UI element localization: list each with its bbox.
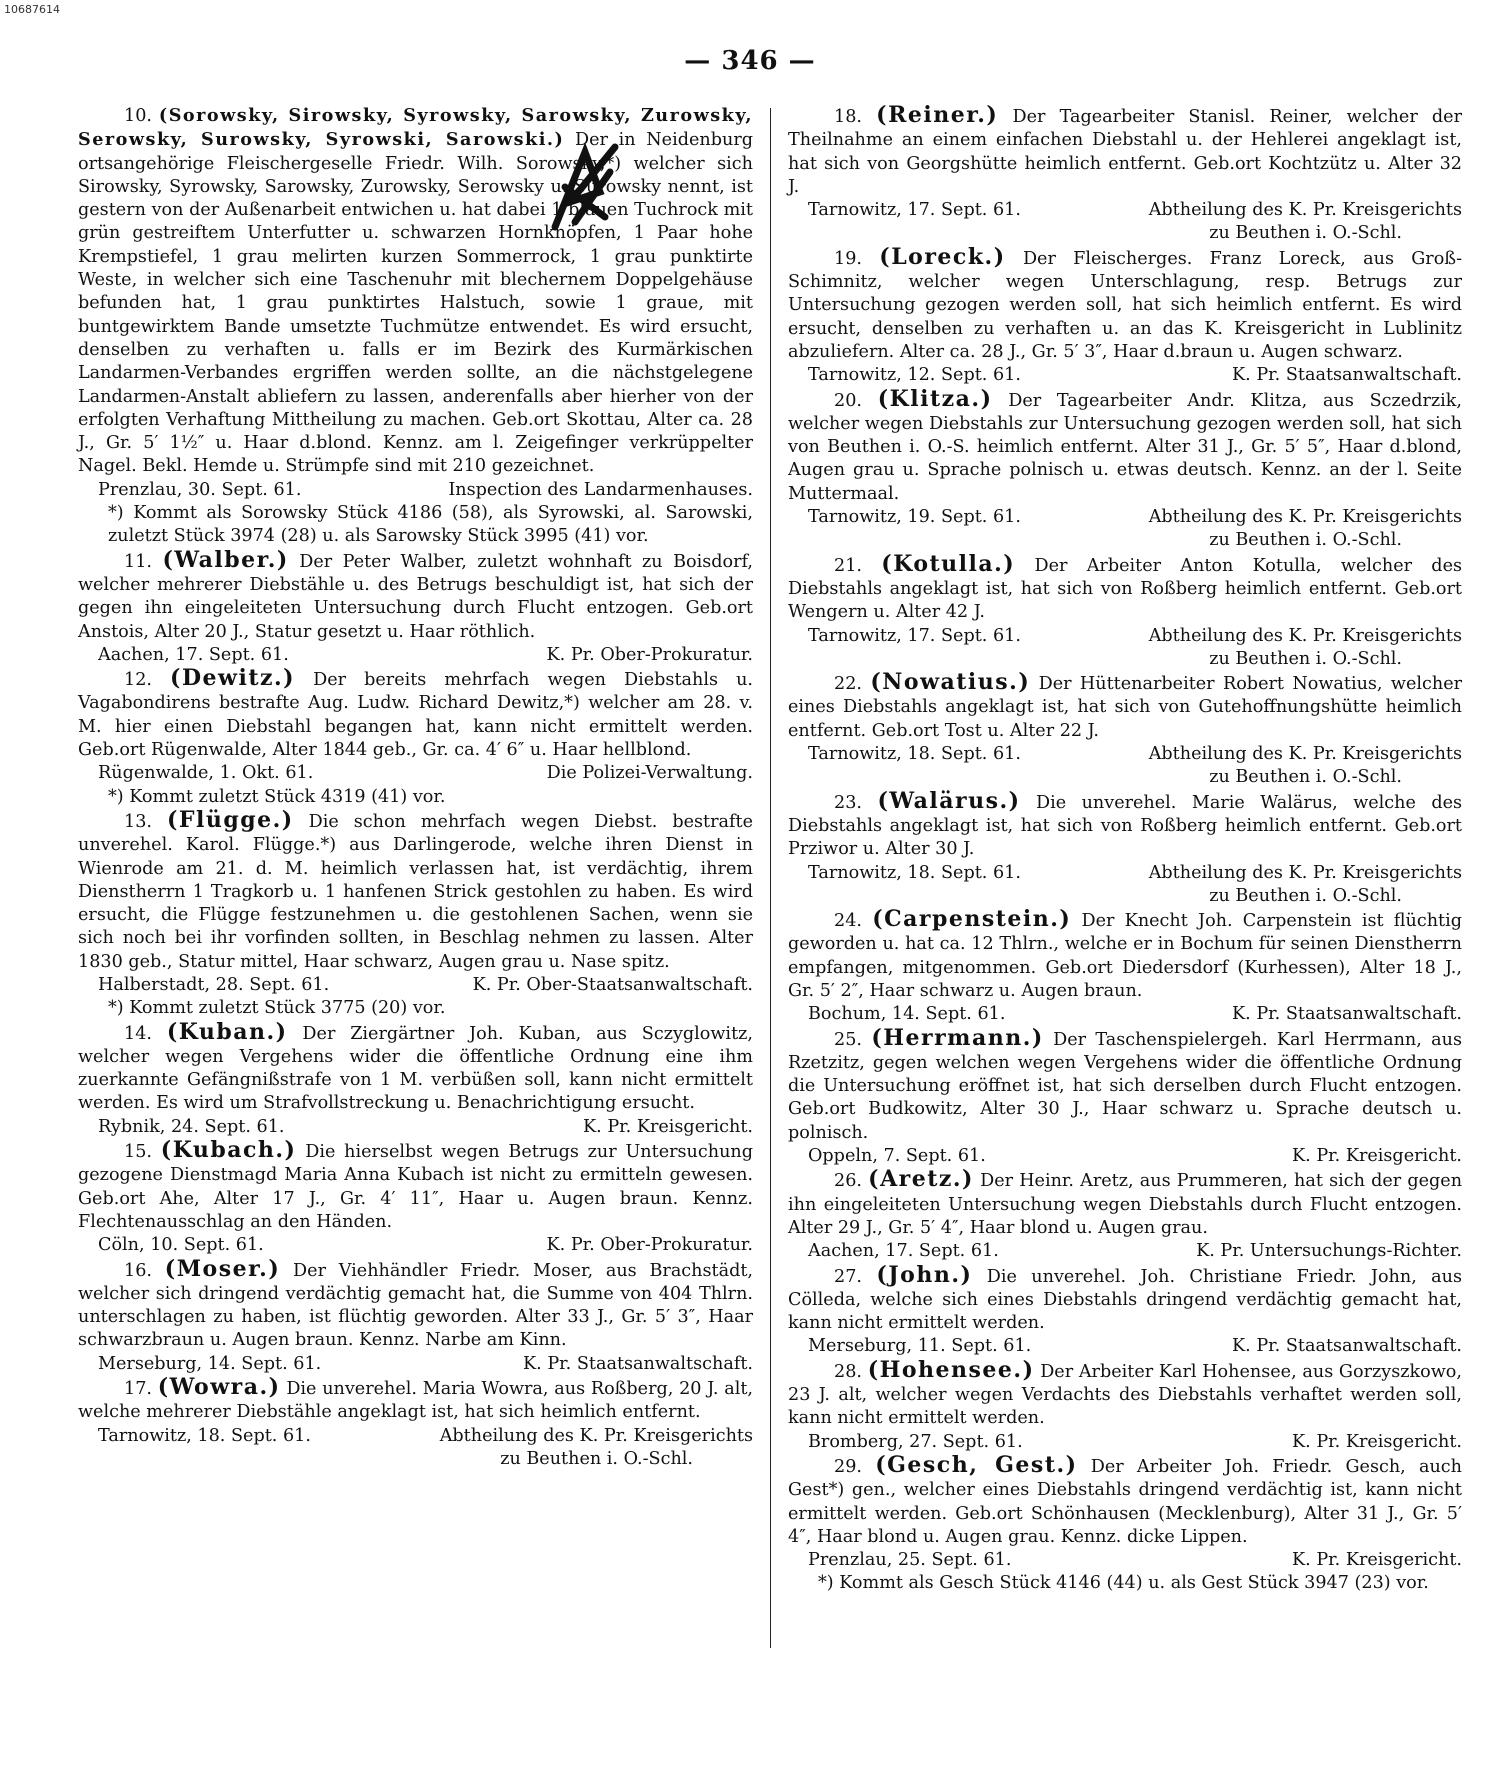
notice-number: 20.	[834, 390, 862, 411]
notice-number: 25.	[834, 1029, 862, 1050]
notice-text: Die unverehel. Maria Wowra, aus Roßberg, 20 J. alt, welche mehrerer Diebstähle angeklagt ist, hat sich heimlich entfernt.	[78, 1379, 753, 1423]
notice-body	[78, 104, 753, 479]
notice-number: 28.	[834, 1361, 862, 1382]
notice-text: Der Knecht Joh. Carpenstein ist flüchtig geworden u. hat ca. 12 Thlrn., welche er in Bochum für seinen Dienstherrn empfangen, mitgenommen. Geb.ort Diedersdorf (Kurhessen), Alter 18 J., Gr. 5′ 2″, Haar schwarz u. Augen braun.	[788, 911, 1463, 1001]
notice-entry	[78, 546, 754, 667]
notice-signature	[78, 1353, 753, 1376]
right-column	[788, 104, 1462, 1596]
notice-place-date: Prenzlau, 30. Sept. 61.	[98, 479, 302, 500]
notice-signature	[788, 364, 1462, 387]
notice-entry	[78, 1139, 753, 1257]
notice-name: (Reiner.)	[876, 102, 999, 128]
notice-authority: K. Pr. Kreisgericht.	[582, 1116, 753, 1137]
notice-body	[788, 787, 1463, 862]
notice-number: 21.	[834, 555, 862, 576]
notice-entry	[788, 243, 1463, 388]
notice-entry	[788, 787, 1463, 908]
notice-place-date: Oppeln, 7. Sept. 61.	[808, 1146, 986, 1167]
notice-place-date: Merseburg, 11. Sept. 61.	[808, 1336, 1032, 1357]
notice-name: (Moser.)	[164, 1255, 281, 1282]
left-column	[78, 104, 753, 1471]
notice-place-date: Tarnowitz, 17. Sept. 61.	[808, 625, 1021, 646]
notice-authority: K. Pr. Staatsanwaltschaft.	[523, 1353, 753, 1374]
notice-entry	[78, 1376, 753, 1471]
notice-place-date: Aachen, 17. Sept. 61.	[808, 1241, 999, 1262]
notice-number: 26.	[834, 1171, 862, 1192]
notice-body	[788, 908, 1462, 1003]
notice-body	[78, 1139, 753, 1234]
notice-signature	[788, 1335, 1462, 1358]
notice-body	[78, 667, 753, 762]
notice-body	[788, 104, 1462, 199]
notice-signature	[78, 974, 753, 997]
notice-signature	[788, 199, 1462, 222]
notice-text: Die schon mehrfach wegen Diebst. bestrafte unverehel. Karol. Flügge.*) aus Darlingerode, welche ihren Dienst in Wienrode am 21. d. M. heimlich verlassen hat, ist verdächtig, ihrem Dienstherrn 1 Tragkorb u. 1 hanfenen Strick gestohlen zu haben. Es wird ersucht, die Flügge festzunehmen u. die gestohlenen Sachen, wenn sie sich noch bei ihr vorfinden sollten, in Beschlag nehmen zu lassen. Alter 1830 geb., Statur mittel, Haar schwarz, Augen grau u. Nase spitz.	[78, 811, 754, 972]
notice-authority: Abtheilung des K. Pr. Kreisgerichts	[1148, 744, 1462, 765]
notice-entry	[788, 1261, 1463, 1359]
notice-entry	[788, 1451, 1462, 1596]
notice-text: Der Arbeiter Anton Kotulla, welcher des Diebstahls angeklagt ist, hat sich von Roßberg heimlich entfernt. Geb.ort Wengern u. Alter 42 J.	[788, 555, 1463, 623]
notice-body	[788, 671, 1462, 743]
notice-name: (Wowra.)	[157, 1374, 281, 1401]
notice-body	[78, 1018, 753, 1116]
notice-number: 15.	[124, 1142, 152, 1163]
notice-number: 12.	[124, 670, 152, 691]
notice-name: (Kotulla.)	[881, 550, 1016, 577]
notice-place-date: Merseburg, 14. Sept. 61.	[98, 1353, 322, 1374]
notice-place-date: Tarnowitz, 18. Sept. 61.	[808, 744, 1021, 765]
notice-authority: K. Pr. Ober-Staatsanwaltschaft.	[472, 974, 753, 995]
notice-body	[78, 1376, 753, 1425]
notice-body	[788, 385, 1463, 506]
notice-name: (Klitza.)	[877, 385, 993, 412]
notice-entry	[78, 806, 754, 1021]
notice-number: 22.	[834, 674, 862, 695]
notice-number: 19.	[834, 248, 862, 269]
notice-authority: Abtheilung des K. Pr. Kreisgerichts	[1148, 507, 1462, 528]
notice-body	[78, 806, 754, 974]
footnote: *) Kommt als Sorowsky Stück 4186 (58), als Syrowski, al. Sarowski, zuletzt Stück 3974 (28) u. als Sarowsky Stück 3995 (41) vor.	[108, 503, 753, 547]
notice-text: Der Hüttenarbeiter Robert Nowatius, welcher eines Diebstahls angeklagt ist, hat sich von Gutehoffnungshütte heimlich entfernt. Geb.ort Tost u. Alter 22 J.	[788, 674, 1463, 741]
notice-entry	[788, 104, 1462, 246]
notice-body	[78, 546, 754, 644]
notice-text: Die unverehel. Marie Walärus, welche des Diebstahls angeklagt ist, hat sich von Roßberg heimlich entfernt. Geb.ort Prziwor u. Alter 30 J.	[788, 792, 1463, 860]
notice-entry	[78, 667, 753, 809]
notice-name: (John.)	[876, 1261, 973, 1288]
notice-number: 11.	[124, 551, 152, 572]
notice-place-date: Bochum, 14. Sept. 61.	[808, 1004, 1006, 1025]
notice-number: 29.	[834, 1456, 862, 1477]
notice-signature	[78, 1234, 753, 1257]
notice-place-date: Tarnowitz, 18. Sept. 61.	[808, 862, 1021, 883]
notice-name: (Aretz.)	[868, 1166, 974, 1193]
notice-authority: K. Pr. Kreisgericht.	[1291, 1146, 1462, 1167]
notice-entry	[788, 1168, 1462, 1263]
notice-signature	[78, 479, 753, 502]
notice-authority: Abtheilung des K. Pr. Kreisgerichts	[1148, 625, 1462, 646]
notice-name: (Walärus.)	[877, 787, 1021, 814]
notice-number: 14.	[124, 1023, 152, 1044]
notice-place-date: Tarnowitz, 12. Sept. 61.	[808, 365, 1021, 386]
notice-signature	[788, 506, 1462, 529]
notice-authority: K. Pr. Staatsanwaltschaft.	[1232, 1336, 1462, 1357]
notice-number: 16.	[124, 1260, 152, 1281]
footnote: *) Kommt als Gesch Stück 4146 (44) u. als Gest Stück 3947 (23) vor.	[818, 1573, 1429, 1594]
notice-place-date: Rybnik, 24. Sept. 61.	[98, 1116, 285, 1137]
column-divider	[770, 108, 771, 1648]
notice-entry	[788, 550, 1463, 671]
notice-name: (Walber.)	[162, 546, 289, 573]
notice-place-date: Tarnowitz, 19. Sept. 61.	[808, 507, 1021, 528]
notice-name: (Loreck.)	[879, 243, 1006, 270]
notice-text: Der Heinr. Aretz, aus Prummeren, hat sich der gegen ihn eingeleiteten Untersuchung wegen Diebstahls durch Flucht entzogen. Alter 29 J., Gr. 5′ 4″, Haar blond u. Augen grau.	[788, 1171, 1463, 1238]
notice-body	[788, 243, 1463, 364]
footnote: *) Kommt zuletzt Stück 3775 (20) vor.	[108, 998, 446, 1019]
notice-text: Die unverehel. Joh. Christiane Friedr. John, aus Cölleda, welche sich eines Diebstahls dringend verdächtig gemacht hat, kann nicht ermittelt werden.	[788, 1266, 1463, 1334]
notice-text: Der Tagearbeiter Stanisl. Reiner, welcher der Theilnahme an einem einfachen Diebstahl u. der Hehlerei angeklagt ist, hat sich von Georgshütte heimlich entfernt. Geb.ort Kochtzütz u. Alter 32 J.	[788, 107, 1463, 197]
notice-entry	[788, 908, 1462, 1026]
notice-name: (Sorowsky, Sirowsky, Syrowsky, Sarowsky, Zurowsky, Serowsky, Surowsky, Syrowski, Sarowski.)	[78, 105, 753, 151]
notice-entry	[788, 385, 1463, 553]
document-id: 10687614	[4, 3, 60, 16]
notice-name: (Kuban.)	[166, 1018, 288, 1045]
notice-text: Die hierselbst wegen Betrugs zur Untersuchung gezogene Dienstmagd Maria Anna Kubach ist nicht zu ermitteln gewesen. Geb.ort Ahe, Alter 17 J., Gr. 4′ 11″, Haar u. Augen braun. Kennz. Flechtenausschlag an den Händen.	[78, 1142, 753, 1232]
notice-name: (Nowatius.)	[870, 669, 1031, 696]
notice-name: (Carpenstein.)	[872, 906, 1072, 933]
notice-signature	[788, 1145, 1462, 1168]
notice-number: 10.	[124, 106, 152, 126]
notice-text: Der Arbeiter Joh. Friedr. Gesch, auch Gest*) gen., welcher eines Diebstahls dringend verdächtig ist, kann nicht ermittelt werden. Geb.ort Schönhausen (Mecklenburg), Alter 31 J., Gr. 5′ 4″, Haar blond u. Augen grau. Kennz. dicke Lippen.	[788, 1456, 1462, 1547]
notice-authority: Inspection des Landarmenhauses.	[448, 479, 753, 500]
notice-signature	[788, 1431, 1462, 1454]
notice-entry	[788, 1024, 1463, 1169]
notice-text: Der Peter Walber, zuletzt wohnhaft zu Boisdorf, welcher mehrerer Diebstähle u. des Betrugs beschuldigt ist, hat sich der gegen ihn eingeleiteten Untersuchung durch Flucht entzogen. Geb.ort Anstois, Alter 20 J., Statur gesetzt u. Haar röthlich.	[78, 551, 754, 642]
notice-name: (Flügge.)	[166, 806, 294, 833]
page-number: — 346 —	[684, 46, 816, 76]
notice-signature	[78, 1425, 753, 1448]
notice-text: Der Viehhändler Friedr. Moser, aus Brachstädt, welcher sich dringend verdächtig gemacht hat, die Summe von 404 Thlrn. unterschlagen zu haben, ist flüchtig geworden. Alter 33 J., Gr. 5′ 3″, Haar schwarzbraun u. Augen braun. Kennz. Narbe am Kinn.	[78, 1260, 754, 1351]
notice-place-date: Tarnowitz, 17. Sept. 61.	[808, 200, 1021, 221]
notice-number: 24.	[834, 911, 862, 932]
footnote: *) Kommt zuletzt Stück 4319 (41) vor.	[108, 786, 446, 807]
notice-signature	[788, 625, 1462, 648]
notice-signature	[78, 762, 753, 785]
notice-number: 18.	[834, 107, 862, 127]
notice-text: Der Tagearbeiter Andr. Klitza, aus Sczedrzik, welcher wegen Diebstahls zur Untersuchung gezogen werden soll, hat sich von Beuthen i. O.-S. heimlich entfernt. Alter 31 J., Gr. 5′ 5″, Haar d.blond, Augen grau u. Sprache polnisch u. etwas deutsch. Kennz. an der l. Seite Muttermaal.	[788, 390, 1463, 504]
notice-name: (Gesch, Gest.)	[875, 1451, 1078, 1478]
notice-place-date: Rügenwalde, 1. Okt. 61.	[98, 763, 314, 784]
notice-authority: K. Pr. Staatsanwaltschaft.	[1232, 365, 1462, 386]
notice-signature	[788, 1003, 1462, 1026]
notice-signature	[788, 862, 1462, 885]
notice-name: (Kubach.)	[160, 1137, 297, 1164]
notice-entry	[788, 671, 1462, 789]
notice-place-date: Aachen, 17. Sept. 61.	[98, 644, 289, 665]
notice-text: Der Arbeiter Karl Hohensee, aus Gorzyszkowo, 23 J. alt, welcher wegen Verdachts des Diebstahls verhaftet werden soll, kann nicht ermittelt werden.	[788, 1361, 1462, 1429]
notice-authority: K. Pr. Kreisgericht.	[1291, 1431, 1462, 1452]
notice-authority: Abtheilung des K. Pr. Kreisgerichts	[1148, 862, 1462, 883]
notice-number: 27.	[834, 1266, 862, 1287]
notice-body	[788, 1356, 1462, 1431]
notice-signature	[788, 1549, 1462, 1572]
notice-place-date: Prenzlau, 25. Sept. 61.	[808, 1550, 1012, 1571]
notice-text: Der bereits mehrfach wegen Diebstahls u. Vagabondirens bestrafte Aug. Ludw. Richard Dewitz,*) welcher am 28. v. M. hier einen Diebstahl begangen hat, kann nicht ermittelt werden. Geb.ort Rügenwalde, Alter 1844 geb., Gr. ca. 4′ 6″ u. Haar hellblond.	[78, 670, 753, 761]
notice-body	[788, 1024, 1463, 1145]
notice-authority: K. Pr. Kreisgericht.	[1291, 1550, 1462, 1571]
notice-name: (Hohensee.)	[867, 1356, 1035, 1383]
notice-authority: K. Pr. Ober-Prokuratur.	[546, 1235, 753, 1256]
notice-authority-continued: zu Beuthen i. O.-Schl.	[500, 1448, 693, 1469]
notice-text: Der Taschenspielergeh. Karl Herrmann, aus Rzetzitz, gegen welchen wegen Vergehens wider die öffentliche Ordnung die Untersuchung eröffnet ist, hat sich derselben durch Flucht entzogen. Geb.ort Budkowitz, Alter 30 J., Haar schwarz u. Sprache deutsch u. polnisch.	[788, 1029, 1463, 1143]
notice-authority-continued: zu Beuthen i. O.-Schl.	[1209, 223, 1402, 244]
notice-place-date: Cöln, 10. Sept. 61.	[98, 1235, 264, 1256]
notice-signature	[788, 1240, 1462, 1263]
notice-place-date: Tarnowitz, 18. Sept. 61.	[98, 1425, 311, 1446]
notice-authority: K. Pr. Ober-Prokuratur.	[546, 644, 753, 665]
notice-authority-continued: zu Beuthen i. O.-Schl.	[1209, 885, 1402, 906]
notice-number: 17.	[124, 1379, 152, 1400]
notice-entry	[78, 104, 753, 549]
notice-body	[788, 1451, 1462, 1549]
notice-authority: Abtheilung des K. Pr. Kreisgerichts	[439, 1425, 753, 1446]
notice-authority: Die Polizei-Verwaltung.	[546, 763, 753, 784]
notice-body	[788, 1261, 1463, 1336]
notice-name: (Herrmann.)	[871, 1024, 1044, 1051]
notice-authority-continued: zu Beuthen i. O.-Schl.	[1209, 530, 1402, 551]
notice-text: Der Ziergärtner Joh. Kuban, aus Sczyglowitz, welcher wegen Vergehens wider die öffentliche Ordnung eine ihm zuerkannte Gefängnißstrafe von 1 M. verbüßen soll, kann nicht ermittelt werden. Es wird um Strafvollstreckung u. Benachrichtigung ersucht.	[78, 1023, 753, 1114]
notice-body	[78, 1255, 754, 1353]
notice-text: Der in Neidenburg ortsangehörige Fleischergeselle Friedr. Wilh. Sorowsky,*) welcher sich Sirowsky, Syrowsky, Sarowsky, Zurowsky, Serowsky u. Surowsky nennt, ist gestern von der Außenarbeit entwichen u. hat dabei 1 blauen Tuchrock mit grün gestreiftem Unterfutter u. schwarzen Hornknöpfen, 1 Paar hohe Krempstiefel, 1 grau melirten kurzen Sommerrock, 1 grau punktirte Weste, in welcher sich eine Taschenuhr mit blechernem Doppelgehäuse befunden hat, 1 grau punktirtes Halstuch, sowie 1 graue, mit buntgewirktem Bande umsetzte Tuchmütze entwendet. Es wird ersucht, denselben zu verhaften u. falls er im Bezirk des Kurmärkischen Landarmen-Verbandes ergriffen werden sollte, an die nächstgelegene Landarmen-Anstalt abliefern zu lassen, anderenfalls aber hierher von der erfolgten Verhaftung Mittheilung zu machen. Geb.ort Skottau, Alter ca. 28 J., Gr. 5′ 1½″ u. Haar d.blond. Kennz. am l. Zeigefinger verkrüppelter Nagel. Bekl. Hemde u. Strümpfe sind mit 210 gezeichnet.	[78, 130, 753, 477]
notice-signature	[78, 1116, 753, 1139]
notice-number: 13.	[124, 811, 152, 832]
notice-body	[788, 550, 1463, 625]
notice-authority: K. Pr. Untersuchungs-Richter.	[1196, 1241, 1462, 1262]
notice-signature	[788, 743, 1462, 766]
notice-signature	[78, 644, 753, 667]
notice-body	[788, 1168, 1462, 1240]
notice-place-date: Halberstadt, 28. Sept. 61.	[98, 974, 330, 995]
notice-authority-continued: zu Beuthen i. O.-Schl.	[1209, 648, 1402, 669]
notice-authority: K. Pr. Staatsanwaltschaft.	[1232, 1004, 1462, 1025]
notice-authority: Abtheilung des K. Pr. Kreisgerichts	[1148, 200, 1462, 221]
notice-name: (Dewitz.)	[170, 665, 296, 692]
notice-entry	[78, 1018, 753, 1139]
notice-authority-continued: zu Beuthen i. O.-Schl.	[1209, 767, 1402, 788]
notice-place-date: Bromberg, 27. Sept. 61.	[808, 1431, 1023, 1452]
notice-entry	[788, 1356, 1462, 1454]
notice-text: Der Fleischerges. Franz Loreck, aus Groß-Schimnitz, welcher wegen Unterschlagung, resp. Betrugs zur Untersuchung gezogen werden soll, hat sich heimlich entfernt. Es wird ersucht, denselben zu verhaften u. an das K. Kreisgericht in Lublinitz abzuliefern. Alter ca. 28 J., Gr. 5′ 3″, Haar d.braun u. Augen schwarz.	[788, 248, 1463, 362]
notice-entry	[78, 1255, 754, 1376]
notice-number: 23.	[834, 792, 862, 813]
